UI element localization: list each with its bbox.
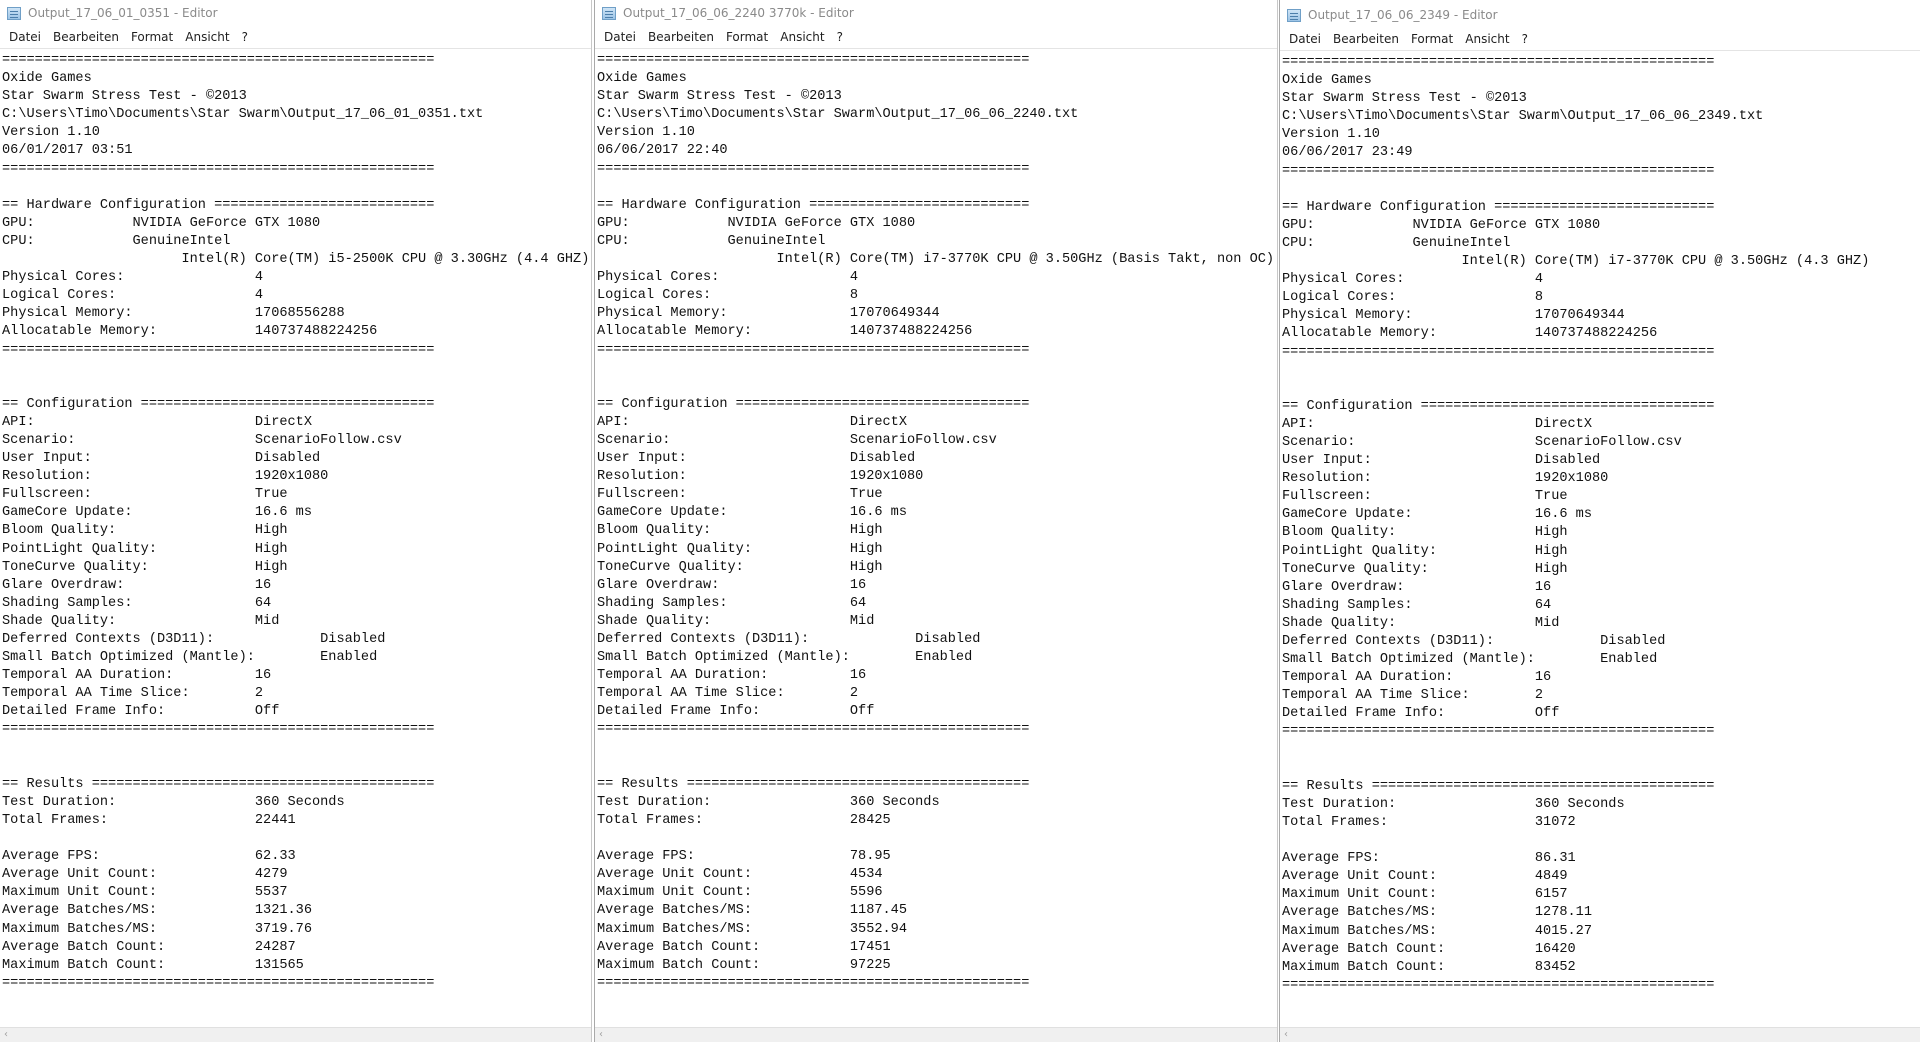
text-line: CPU: GenuineIntel (597, 233, 826, 249)
text-line: Scenario: ScenarioFollow.csv (2, 432, 402, 448)
menu-ansicht[interactable]: Ansicht (185, 30, 230, 44)
text-line: Average Batch Count: 17451 (597, 939, 891, 955)
text-line: == Configuration ==================================== (597, 396, 1030, 412)
title-bar[interactable] (1280, 2, 1920, 28)
text-line: Total Frames: 22441 (2, 812, 296, 828)
text-line: Average Unit Count: 4279 (2, 867, 288, 883)
text-line: CPU: GenuineIntel (2, 233, 231, 249)
text-line: Physical Cores: 4 (1282, 272, 1544, 288)
text-line: Maximum Unit Count: 5596 (597, 885, 883, 901)
menu-bar (595, 26, 1277, 49)
text-line: Average Batches/MS: 1278.11 (1282, 905, 1592, 921)
text-line: Shade Quality: Mid (1282, 615, 1560, 631)
text-line: ===================================================== (1282, 163, 1715, 179)
text-line: CPU: GenuineIntel (1282, 235, 1511, 251)
text-line: Intel(R) Core(TM) i5-2500K CPU @ 3.30GHz (4.4 GHZ) (2, 252, 590, 268)
text-line: Temporal AA Time Slice: 2 (1282, 688, 1544, 704)
text-line: Physical Cores: 4 (597, 270, 859, 286)
text-line: GPU: NVIDIA GeForce GTX 1080 (2, 215, 321, 231)
text-line: Test Duration: 360 Seconds (597, 794, 940, 810)
text-line: Average Batch Count: 16420 (1282, 941, 1576, 957)
text-line: PointLight Quality: High (1282, 543, 1568, 559)
text-line: Average FPS: 78.95 (597, 849, 891, 865)
text-line (597, 758, 1277, 776)
text-line: Test Duration: 360 Seconds (1282, 796, 1625, 812)
text-line: PointLight Quality: High (2, 541, 288, 557)
menu-bearbeiten[interactable]: Bearbeiten (648, 30, 714, 44)
text-line: ===================================================== (1282, 344, 1715, 360)
text-line: API: DirectX (597, 414, 907, 430)
text-line: Detailed Frame Info: Off (2, 704, 280, 720)
text-line: Deferred Contexts (D3D11): Disabled (1282, 634, 1666, 649)
text-line: Average Batch Count: 24287 (2, 939, 296, 955)
text-line (1282, 742, 1920, 760)
text-line: ===================================================== (597, 975, 1030, 991)
text-line (2, 740, 591, 758)
text-line: Shade Quality: Mid (597, 613, 875, 629)
text-line: ===================================================== (597, 342, 1030, 358)
text-line (597, 378, 1277, 396)
text-line: Temporal AA Duration: 16 (2, 668, 272, 684)
text-line: Maximum Batch Count: 131565 (2, 957, 304, 973)
text-line: Physical Memory: 17068556288 (2, 306, 345, 322)
text-line: Maximum Batch Count: 97225 (597, 957, 891, 973)
text-line: Resolution: 1920x1080 (1282, 471, 1609, 487)
text-line: Star Swarm Stress Test - ©2013 (1282, 91, 1527, 107)
menu-help[interactable]: ? (836, 30, 843, 44)
text-line: Allocatable Memory: 140737488224256 (1282, 326, 1658, 342)
text-line: Intel(R) Core(TM) i7-3770K CPU @ 3.50GHz (Basis Takt, non OC) (597, 252, 1275, 268)
text-line: User Input: Disabled (1282, 453, 1601, 469)
menu-ansicht[interactable]: Ansicht (780, 30, 825, 44)
text-line: Intel(R) Core(TM) i7-3770K CPU @ 3.50GHz (4.3 GHZ) (1282, 254, 1870, 270)
text-line: PointLight Quality: High (597, 541, 883, 557)
text-editor-area[interactable] (2, 52, 591, 1026)
text-line: Allocatable Memory: 140737488224256 (2, 324, 378, 340)
text-line (2, 830, 591, 848)
menu-datei[interactable]: Datei (9, 30, 42, 44)
text-line: ===================================================== (597, 53, 1030, 68)
window-title: Output_17_06_06_2349 - Editor (1308, 8, 1498, 22)
text-line: Temporal AA Duration: 16 (1282, 670, 1552, 686)
menu-help[interactable]: ? (1521, 32, 1528, 46)
editor-window-1 (0, 0, 592, 1042)
text-line: Fullscreen: True (1282, 489, 1568, 505)
text-line: == Hardware Configuration =========================== (1282, 199, 1715, 215)
text-line: == Results ========================================== (1282, 778, 1715, 794)
text-line: == Hardware Configuration =========================== (597, 197, 1030, 213)
text-line: == Configuration ==================================== (1282, 398, 1715, 414)
text-line: Scenario: ScenarioFollow.csv (597, 432, 997, 448)
text-line: Maximum Unit Count: 6157 (1282, 887, 1568, 903)
text-line: Bloom Quality: High (2, 523, 288, 539)
menu-format[interactable]: Format (1410, 32, 1454, 46)
text-line: Shade Quality: Mid (2, 613, 280, 629)
text-line: Shading Samples: 64 (1282, 597, 1552, 613)
text-line: ===================================================== (2, 722, 435, 738)
text-line: ===================================================== (2, 975, 435, 991)
menu-datei[interactable]: Datei (604, 30, 637, 44)
text-line: Resolution: 1920x1080 (597, 469, 924, 485)
notepad-icon (602, 7, 616, 20)
text-line: Average FPS: 62.33 (2, 849, 296, 865)
horizontal-scrollbar[interactable] (595, 1027, 1277, 1042)
text-line: C:\Users\Timo\Documents\Star Swarm\Output_17_06_01_0351.txt (2, 107, 484, 123)
text-line: == Hardware Configuration =========================== (2, 197, 435, 213)
text-line: Glare Overdraw: 16 (1282, 579, 1552, 595)
text-line: Deferred Contexts (D3D11): Disabled (2, 632, 386, 647)
text-line: Glare Overdraw: 16 (597, 577, 867, 593)
text-line: Version 1.10 (597, 125, 695, 141)
text-line (1282, 832, 1920, 850)
text-line: Detailed Frame Info: Off (597, 704, 875, 720)
text-line: == Results ========================================== (2, 776, 435, 792)
text-line (2, 179, 591, 197)
text-line: GameCore Update: 16.6 ms (1282, 507, 1592, 523)
text-line (597, 740, 1277, 758)
text-line (2, 378, 591, 396)
text-line: Shading Samples: 64 (2, 595, 272, 611)
text-line: Maximum Batch Count: 83452 (1282, 959, 1576, 975)
menu-ansicht[interactable]: Ansicht (1465, 32, 1510, 46)
text-line: ToneCurve Quality: High (1282, 561, 1568, 577)
text-editor-area[interactable] (597, 52, 1277, 1026)
notepad-icon (1287, 9, 1301, 22)
text-line (1282, 181, 1920, 199)
text-line: ===================================================== (1282, 724, 1715, 740)
menu-format[interactable]: Format (130, 30, 174, 44)
text-line: Bloom Quality: High (1282, 525, 1568, 541)
text-line: Shading Samples: 64 (597, 595, 867, 611)
text-line: Average Unit Count: 4534 (597, 867, 883, 883)
window-title: Output_17_06_01_0351 - Editor (28, 6, 218, 20)
menu-datei[interactable]: Datei (1289, 32, 1322, 46)
text-line (2, 758, 591, 776)
text-line: Oxide Games (2, 71, 92, 87)
text-line: 06/06/2017 23:49 (1282, 145, 1413, 161)
title-bar[interactable] (595, 0, 1277, 26)
text-line: == Configuration ==================================== (2, 396, 435, 412)
text-line: ToneCurve Quality: High (2, 559, 288, 575)
text-line: Average Batches/MS: 1321.36 (2, 903, 312, 919)
text-line: Fullscreen: True (2, 487, 288, 503)
text-line: ToneCurve Quality: High (597, 559, 883, 575)
horizontal-scrollbar[interactable] (1280, 1027, 1920, 1042)
text-line: Resolution: 1920x1080 (2, 469, 329, 485)
text-line: Average FPS: 86.31 (1282, 851, 1576, 867)
text-line: Star Swarm Stress Test - ©2013 (2, 89, 247, 105)
text-line: Detailed Frame Info: Off (1282, 706, 1560, 722)
text-line: Physical Memory: 17070649344 (1282, 308, 1625, 324)
text-line: C:\Users\Timo\Documents\Star Swarm\Output_17_06_06_2349.txt (1282, 109, 1764, 125)
text-line: GPU: NVIDIA GeForce GTX 1080 (1282, 217, 1601, 233)
text-line: Scenario: ScenarioFollow.csv (1282, 434, 1682, 450)
text-line: Version 1.10 (2, 125, 100, 141)
text-line: ===================================================== (2, 53, 435, 68)
text-line (597, 830, 1277, 848)
text-line: Test Duration: 360 Seconds (2, 794, 345, 810)
text-line: GameCore Update: 16.6 ms (597, 505, 907, 521)
menu-bar (0, 26, 591, 49)
horizontal-scrollbar[interactable] (0, 1027, 591, 1042)
text-line: Small Batch Optimized (Mantle): Enabled (1282, 652, 1658, 668)
text-line: Maximum Batches/MS: 4015.27 (1282, 923, 1592, 939)
scroll-left-icon[interactable]: ‹ (4, 1029, 8, 1040)
text-line: Allocatable Memory: 140737488224256 (597, 324, 973, 340)
text-line (597, 179, 1277, 197)
text-line: User Input: Disabled (2, 451, 321, 467)
text-line: Maximum Batches/MS: 3719.76 (2, 921, 312, 937)
text-line: ===================================================== (1282, 977, 1715, 993)
text-line: ===================================================== (2, 161, 435, 177)
text-line: Logical Cores: 4 (2, 288, 264, 304)
text-line: API: DirectX (1282, 416, 1592, 432)
editor-window-2 (594, 0, 1278, 1042)
text-line: Star Swarm Stress Test - ©2013 (597, 89, 842, 105)
text-line (1282, 362, 1920, 380)
text-line: Oxide Games (597, 71, 687, 87)
text-line: Maximum Batches/MS: 3552.94 (597, 921, 907, 937)
scroll-left-icon[interactable]: ‹ (599, 1029, 603, 1040)
text-line (597, 360, 1277, 378)
notepad-icon (7, 7, 21, 20)
text-line: Temporal AA Time Slice: 2 (597, 686, 859, 702)
text-line: Temporal AA Time Slice: 2 (2, 686, 264, 702)
text-line (2, 360, 591, 378)
text-line: Oxide Games (1282, 73, 1372, 89)
text-line: == Results ========================================== (597, 776, 1030, 792)
text-line: Bloom Quality: High (597, 523, 883, 539)
text-line: Deferred Contexts (D3D11): Disabled (597, 632, 981, 647)
text-line: Total Frames: 28425 (597, 812, 891, 828)
text-line (1282, 380, 1920, 398)
text-line: 06/06/2017 22:40 (597, 143, 728, 159)
text-line: GPU: NVIDIA GeForce GTX 1080 (597, 215, 916, 231)
text-line: Logical Cores: 8 (1282, 290, 1544, 306)
text-line: GameCore Update: 16.6 ms (2, 505, 312, 521)
menu-format[interactable]: Format (725, 30, 769, 44)
text-line: Fullscreen: True (597, 487, 883, 503)
text-line: Maximum Unit Count: 5537 (2, 885, 288, 901)
text-line: Small Batch Optimized (Mantle): Enabled (2, 650, 378, 666)
text-line (1282, 760, 1920, 778)
text-line: Small Batch Optimized (Mantle): Enabled (597, 650, 973, 666)
window-title: Output_17_06_06_2240 3770k - Editor (623, 6, 854, 20)
title-bar[interactable] (0, 0, 591, 26)
text-line: API: DirectX (2, 414, 312, 430)
text-line: Version 1.10 (1282, 127, 1380, 143)
scroll-left-icon[interactable]: ‹ (1284, 1029, 1288, 1040)
text-line: Physical Memory: 17070649344 (597, 306, 940, 322)
text-line: Glare Overdraw: 16 (2, 577, 272, 593)
text-editor-area[interactable] (1282, 54, 1920, 1026)
text-line: ===================================================== (1282, 55, 1715, 70)
text-line: ===================================================== (2, 342, 435, 358)
text-line: C:\Users\Timo\Documents\Star Swarm\Output_17_06_06_2240.txt (597, 107, 1079, 123)
text-line: Physical Cores: 4 (2, 270, 264, 286)
text-line: 06/01/2017 03:51 (2, 143, 133, 159)
menu-bearbeiten[interactable]: Bearbeiten (1333, 32, 1399, 46)
editor-window-3 (1279, 0, 1920, 1042)
text-line: Temporal AA Duration: 16 (597, 668, 867, 684)
text-line: User Input: Disabled (597, 451, 916, 467)
text-line: Average Batches/MS: 1187.45 (597, 903, 907, 919)
menu-help[interactable]: ? (241, 30, 248, 44)
text-line: ===================================================== (597, 161, 1030, 177)
text-line: Total Frames: 31072 (1282, 814, 1576, 830)
text-line: Average Unit Count: 4849 (1282, 869, 1568, 885)
menu-bearbeiten[interactable]: Bearbeiten (53, 30, 119, 44)
text-line: Logical Cores: 8 (597, 288, 859, 304)
menu-bar (1280, 28, 1920, 51)
text-line: ===================================================== (597, 722, 1030, 738)
